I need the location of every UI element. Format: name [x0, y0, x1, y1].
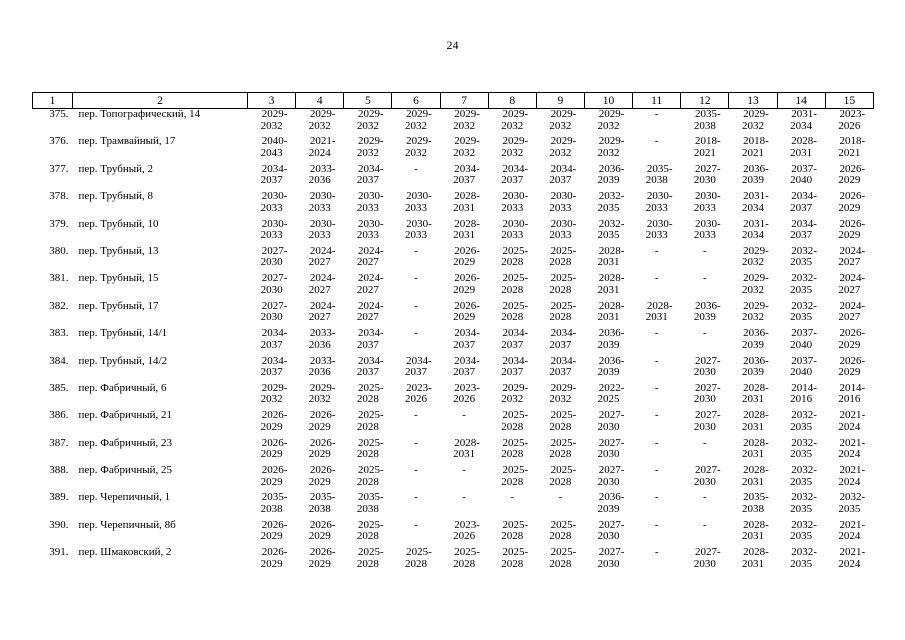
- year-range-cell: 2027- 2030: [260, 244, 288, 269]
- year-range-cell: 2029- 2032: [308, 381, 336, 406]
- table-row: [33, 109, 874, 137]
- column-header-10: 10: [584, 93, 632, 109]
- table-row: [33, 410, 874, 437]
- year-range-cell: 2025- 2028: [501, 299, 529, 324]
- year-range-cell: 2027- 2030: [597, 464, 625, 488]
- year-range-cell: 2028- 2031: [741, 464, 769, 488]
- year-range-cell: 2025- 2028: [549, 518, 577, 543]
- year-range-cell: 2028- 2031: [453, 217, 480, 242]
- year-range-cell: -: [703, 491, 707, 504]
- year-range-cell: 2035- 2038: [693, 108, 721, 132]
- column-header-7: 7: [440, 93, 488, 109]
- year-range-cell: 2032- 2035: [790, 491, 817, 515]
- year-range-cell: 2026- 2029: [838, 190, 866, 214]
- year-range-cell: 2027- 2030: [693, 546, 721, 570]
- table-row: [33, 356, 874, 383]
- year-range-cell: 2026- 2029: [308, 518, 336, 543]
- year-range-cell: 2024- 2027: [356, 299, 384, 324]
- year-range-cell: 2034- 2037: [501, 162, 529, 187]
- year-range-cell: 2029- 2032: [549, 108, 577, 132]
- row-number: 385.: [49, 381, 69, 394]
- year-range-cell: 2034- 2037: [356, 327, 384, 351]
- table-row: [33, 328, 874, 355]
- address-name: пер. Трубный, 17: [78, 299, 159, 312]
- year-range-cell: 2026- 2029: [838, 162, 866, 187]
- year-range-cell: -: [414, 244, 418, 257]
- year-range-cell: 2033- 2036: [308, 162, 336, 187]
- year-range-cell: 2034- 2037: [790, 217, 817, 242]
- year-range-cell: -: [654, 244, 659, 257]
- year-range-cell: 2021- 2024: [838, 546, 866, 570]
- year-range-cell: -: [462, 409, 466, 422]
- year-range-cell: 2032- 2035: [790, 546, 817, 570]
- year-range-cell: 2027- 2030: [597, 518, 625, 543]
- year-range-cell: 2034- 2037: [453, 162, 480, 187]
- year-range-cell: 2023- 2026: [404, 381, 432, 406]
- row-number: 375.: [49, 108, 69, 120]
- table-row: [33, 136, 874, 163]
- year-range-cell: -: [654, 464, 659, 477]
- year-range-cell: 2030- 2033: [549, 217, 577, 242]
- year-range-cell: -: [510, 491, 515, 504]
- address-name: пер. Трубный, 13: [78, 244, 159, 257]
- year-range-cell: 2026- 2029: [260, 409, 288, 433]
- table-row: [33, 191, 874, 218]
- year-range-cell: 2034- 2037: [549, 354, 577, 379]
- year-range-cell: 2014- 2016: [790, 381, 817, 406]
- year-range-cell: 2032- 2035: [790, 518, 817, 543]
- year-range-cell: 2024- 2027: [308, 299, 336, 324]
- year-range-cell: 2030- 2033: [404, 190, 432, 214]
- year-range-cell: 2029- 2032: [597, 108, 625, 132]
- year-range-cell: 2026- 2029: [838, 217, 866, 242]
- year-range-cell: 2030- 2033: [260, 217, 288, 242]
- table-row: [33, 164, 874, 191]
- year-range-cell: 2036- 2039: [597, 491, 625, 515]
- year-range-cell: 2025- 2028: [549, 546, 577, 570]
- year-range-cell: 2023- 2026: [453, 381, 480, 406]
- year-range-cell: 2025- 2028: [549, 436, 577, 461]
- year-range-cell: 2034- 2037: [260, 162, 288, 187]
- address-name: пер. Фабричный, 21: [78, 409, 173, 422]
- year-range-cell: 2033- 2036: [308, 354, 336, 379]
- year-range-cell: 2029- 2032: [453, 108, 480, 132]
- year-range-cell: 2035- 2038: [260, 491, 288, 515]
- year-range-cell: 2027- 2030: [597, 546, 625, 570]
- year-range-cell: 2035- 2038: [645, 162, 673, 187]
- year-range-cell: 2037- 2040: [790, 354, 817, 379]
- year-range-cell: 2028- 2031: [741, 436, 769, 461]
- year-range-cell: 2025- 2028: [501, 409, 529, 433]
- year-range-cell: -: [703, 327, 707, 340]
- year-range-cell: -: [654, 546, 659, 559]
- year-range-cell: -: [654, 354, 659, 367]
- table-row: [33, 273, 874, 300]
- address-name: пер. Топографический, 14: [78, 108, 201, 120]
- year-range-cell: 2025- 2028: [501, 464, 529, 488]
- year-range-cell: 2025- 2028: [501, 272, 529, 296]
- year-range-cell: 2027- 2030: [597, 436, 625, 461]
- year-range-cell: -: [414, 464, 418, 477]
- year-range-cell: 2025- 2028: [356, 409, 384, 433]
- year-range-cell: 2036- 2039: [741, 162, 769, 187]
- year-range-cell: 2024- 2027: [308, 272, 336, 296]
- column-header-9: 9: [536, 93, 584, 109]
- table-row: [33, 547, 874, 574]
- year-range-cell: 2027- 2030: [260, 272, 288, 296]
- year-range-cell: 2032- 2035: [790, 244, 817, 269]
- table-row: [33, 383, 874, 410]
- year-range-cell: 2030- 2033: [501, 217, 529, 242]
- year-range-cell: 2026- 2029: [838, 354, 866, 379]
- year-range-cell: 2024- 2027: [356, 272, 384, 296]
- row-number: 391.: [49, 546, 69, 559]
- year-range-cell: 2034- 2037: [356, 354, 384, 379]
- year-range-cell: 2025- 2028: [356, 436, 384, 461]
- year-range-cell: 2029- 2032: [501, 381, 529, 406]
- year-range-cell: 2034- 2037: [260, 354, 288, 379]
- year-range-cell: -: [654, 518, 659, 531]
- year-range-cell: 2026- 2029: [260, 464, 288, 488]
- year-range-cell: -: [703, 518, 707, 531]
- year-range-cell: 2023- 2026: [838, 108, 866, 132]
- year-range-cell: 2014- 2016: [838, 381, 866, 406]
- year-range-cell: 2021- 2024: [308, 135, 336, 159]
- year-range-cell: 2031- 2034: [741, 217, 769, 242]
- year-range-cell: 2029- 2032: [741, 244, 769, 269]
- year-range-cell: 2034- 2037: [549, 327, 577, 351]
- year-range-cell: -: [414, 491, 418, 504]
- column-header-3: 3: [248, 93, 296, 109]
- year-range-cell: 2030- 2033: [356, 217, 384, 242]
- address-name: пер. Трубный, 2: [78, 162, 154, 175]
- year-range-cell: 2028- 2031: [741, 381, 769, 406]
- year-range-cell: 2029- 2032: [260, 108, 288, 132]
- column-header-2: 2: [73, 93, 248, 109]
- year-range-cell: 2028- 2031: [790, 135, 817, 159]
- year-range-cell: -: [703, 244, 707, 257]
- year-range-cell: 2032- 2035: [838, 491, 866, 515]
- year-range-cell: 2032- 2035: [597, 190, 625, 214]
- column-header-14: 14: [777, 93, 825, 109]
- year-range-cell: 2034- 2037: [790, 190, 817, 214]
- year-range-cell: 2029- 2032: [741, 108, 769, 132]
- year-range-cell: 2027- 2030: [693, 464, 721, 488]
- year-range-cell: 2024- 2027: [838, 299, 866, 324]
- row-number: 383.: [49, 327, 69, 340]
- year-range-cell: 2030- 2033: [308, 217, 336, 242]
- year-range-cell: 2024- 2027: [356, 244, 384, 269]
- year-range-cell: -: [414, 162, 418, 175]
- row-number: 390.: [49, 518, 69, 531]
- column-header-12: 12: [681, 93, 729, 109]
- row-number: 381.: [49, 272, 69, 285]
- year-range-cell: 2030- 2033: [645, 190, 673, 214]
- year-range-cell: 2034- 2037: [453, 354, 480, 379]
- year-range-cell: 2029- 2032: [501, 135, 529, 159]
- year-range-cell: 2026- 2029: [308, 546, 336, 570]
- page-number: 24: [446, 38, 459, 52]
- row-number: 388.: [49, 464, 69, 477]
- address-name: пер. Трамвайный, 17: [78, 135, 176, 148]
- year-range-cell: 2023- 2026: [453, 518, 480, 543]
- year-range-cell: 2029- 2032: [741, 272, 769, 296]
- year-range-cell: -: [414, 436, 418, 449]
- year-range-cell: 2034- 2037: [453, 327, 480, 351]
- year-range-cell: 2025- 2028: [501, 546, 529, 570]
- year-range-cell: 2036- 2039: [597, 162, 625, 187]
- year-range-cell: 2027- 2030: [260, 299, 288, 324]
- year-range-cell: 2035- 2038: [308, 491, 336, 515]
- year-range-cell: 2029- 2032: [741, 299, 769, 324]
- year-range-cell: 2034- 2037: [356, 162, 384, 187]
- year-range-cell: 2025- 2028: [501, 518, 529, 543]
- year-range-cell: 2026- 2029: [260, 436, 288, 461]
- year-range-cell: 2028- 2031: [597, 244, 625, 269]
- year-range-cell: -: [654, 272, 659, 285]
- year-range-cell: 2021- 2024: [838, 436, 866, 461]
- address-name: пер. Трубный, 14/1: [78, 327, 168, 340]
- year-range-cell: 2026- 2029: [308, 464, 336, 488]
- year-range-cell: 2032- 2035: [790, 409, 817, 433]
- column-header-5: 5: [344, 93, 392, 109]
- year-range-cell: 2026- 2029: [453, 272, 480, 296]
- year-range-cell: 2021- 2024: [838, 518, 866, 543]
- year-range-cell: 2018- 2021: [693, 135, 721, 159]
- year-range-cell: 2018- 2021: [741, 135, 769, 159]
- row-number: 384.: [49, 354, 69, 367]
- column-header-1: 1: [33, 93, 73, 109]
- year-range-cell: 2026- 2029: [260, 546, 288, 570]
- year-range-cell: 2029- 2032: [549, 135, 577, 159]
- year-range-cell: 2035- 2038: [741, 491, 769, 515]
- year-range-cell: 2032- 2035: [790, 299, 817, 324]
- year-range-cell: 2025- 2028: [549, 244, 577, 269]
- year-range-cell: -: [414, 518, 418, 531]
- year-range-cell: 2036- 2039: [693, 299, 721, 324]
- row-number: 377.: [49, 162, 69, 175]
- column-header-8: 8: [488, 93, 536, 109]
- year-range-cell: -: [462, 464, 466, 477]
- year-range-cell: 2036- 2039: [597, 354, 625, 379]
- address-name: пер. Трубный, 10: [78, 217, 159, 230]
- address-name: пер. Трубный, 8: [78, 190, 154, 203]
- year-range-cell: 2025- 2028: [549, 299, 577, 324]
- year-range-cell: 2029- 2032: [404, 108, 432, 132]
- year-range-cell: -: [414, 327, 418, 340]
- year-range-cell: 2029- 2032: [356, 108, 384, 132]
- year-range-cell: 2040- 2043: [260, 135, 288, 159]
- row-number: 376.: [49, 135, 69, 148]
- year-range-cell: 2032- 2035: [597, 217, 625, 242]
- year-range-cell: 2028- 2031: [645, 299, 673, 324]
- address-name: пер. Шмаковский, 2: [78, 546, 172, 559]
- year-range-cell: 2018- 2021: [838, 135, 866, 159]
- year-range-cell: 2037- 2040: [790, 162, 817, 187]
- table-body: [33, 109, 874, 575]
- year-range-cell: 2031- 2034: [741, 190, 769, 214]
- year-range-cell: -: [462, 491, 466, 504]
- year-range-cell: -: [654, 135, 659, 148]
- year-range-cell: 2028- 2031: [597, 299, 625, 324]
- year-range-cell: -: [414, 272, 418, 285]
- year-range-cell: 2028- 2031: [741, 546, 769, 570]
- year-range-cell: 2028- 2031: [453, 436, 480, 461]
- year-range-cell: 2034- 2037: [549, 162, 577, 187]
- year-range-cell: 2026- 2029: [308, 436, 336, 461]
- table-row: [33, 246, 874, 273]
- year-range-cell: 2029- 2032: [308, 108, 336, 132]
- row-number: 379.: [49, 217, 69, 230]
- year-range-cell: 2025- 2028: [501, 244, 529, 269]
- year-range-cell: 2036- 2039: [597, 327, 625, 351]
- year-range-cell: 2030- 2033: [501, 190, 529, 214]
- address-name: пер. Фабричный, 6: [78, 381, 167, 394]
- year-range-cell: 2029- 2032: [597, 135, 625, 159]
- table-row: [33, 492, 874, 519]
- year-range-cell: 2036- 2039: [741, 327, 769, 351]
- column-header-15: 15: [825, 93, 873, 109]
- year-range-cell: 2030- 2033: [356, 190, 384, 214]
- year-range-cell: 2025- 2028: [356, 464, 384, 488]
- year-range-cell: 2029- 2032: [356, 135, 384, 159]
- year-range-cell: -: [414, 409, 418, 422]
- year-range-cell: 2027- 2030: [693, 354, 721, 379]
- year-range-cell: 2031- 2034: [790, 108, 817, 132]
- year-range-cell: 2028- 2031: [597, 272, 625, 296]
- year-range-cell: 2027- 2030: [693, 381, 721, 406]
- year-range-cell: 2026- 2029: [260, 518, 288, 543]
- year-range-cell: 2030- 2033: [404, 217, 432, 242]
- year-range-cell: 2034- 2037: [404, 354, 432, 379]
- row-number: 389.: [49, 491, 69, 504]
- year-range-cell: 2025- 2028: [404, 546, 432, 570]
- year-range-cell: 2025- 2028: [549, 464, 577, 488]
- year-range-cell: 2032- 2035: [790, 464, 817, 488]
- table-row: [33, 301, 874, 328]
- year-range-cell: 2034- 2037: [260, 327, 288, 351]
- year-range-cell: -: [414, 299, 418, 312]
- row-number: 380.: [49, 244, 69, 257]
- year-range-cell: 2025- 2028: [549, 409, 577, 433]
- year-range-cell: 2024- 2027: [838, 244, 866, 269]
- year-range-cell: 2029- 2032: [501, 108, 529, 132]
- year-range-cell: 2036- 2039: [741, 354, 769, 379]
- year-range-cell: 2030- 2033: [645, 217, 673, 242]
- year-range-cell: 2026- 2029: [453, 299, 480, 324]
- year-range-cell: 2028- 2031: [741, 409, 769, 433]
- year-range-cell: 2025- 2028: [356, 518, 384, 543]
- table-row: [33, 465, 874, 492]
- column-header-6: 6: [392, 93, 440, 109]
- year-range-cell: 2028- 2031: [741, 518, 769, 543]
- year-range-cell: 2025- 2028: [501, 436, 529, 461]
- year-range-cell: 2025- 2028: [356, 381, 384, 406]
- year-range-cell: 2030- 2033: [693, 217, 721, 242]
- year-range-cell: 2027- 2030: [693, 409, 721, 433]
- year-range-cell: 2028- 2031: [453, 190, 480, 214]
- year-range-cell: 2029- 2032: [453, 135, 480, 159]
- address-name: пер. Черепичный, 1: [78, 491, 171, 504]
- column-header-13: 13: [729, 93, 777, 109]
- address-name: пер. Трубный, 14/2: [78, 354, 168, 367]
- row-number: 382.: [49, 299, 69, 312]
- year-range-cell: 2027- 2030: [693, 162, 721, 187]
- year-range-cell: -: [558, 491, 563, 504]
- year-range-cell: 2035- 2038: [356, 491, 384, 515]
- year-range-cell: -: [654, 491, 659, 504]
- year-range-cell: 2027- 2030: [597, 409, 625, 433]
- year-range-cell: -: [654, 381, 659, 394]
- year-range-cell: 2030- 2033: [693, 190, 721, 214]
- year-range-cell: 2037- 2040: [790, 327, 817, 351]
- year-range-cell: 2032- 2035: [790, 436, 817, 461]
- year-range-cell: -: [703, 272, 707, 285]
- year-range-cell: 2029- 2032: [404, 135, 432, 159]
- year-range-cell: 2024- 2027: [838, 272, 866, 296]
- year-range-cell: 2025- 2028: [453, 546, 480, 570]
- year-range-cell: -: [654, 108, 659, 120]
- year-range-cell: -: [654, 436, 659, 449]
- year-range-cell: 2034- 2037: [501, 354, 529, 379]
- year-range-cell: -: [703, 436, 707, 449]
- year-range-cell: 2026- 2029: [838, 327, 866, 351]
- year-range-cell: 2034- 2037: [501, 327, 529, 351]
- year-range-cell: -: [654, 409, 659, 422]
- address-name: пер. Черепичный, 8б: [78, 518, 176, 531]
- year-range-cell: 2026- 2029: [308, 409, 336, 433]
- schedule-table: [32, 92, 874, 575]
- year-range-cell: 2026- 2029: [453, 244, 480, 269]
- year-range-cell: 2029- 2032: [549, 381, 577, 406]
- address-name: пер. Фабричный, 23: [78, 436, 173, 449]
- year-range-cell: 2025- 2028: [356, 546, 384, 570]
- year-range-cell: 2021- 2024: [838, 464, 866, 488]
- column-header-11: 11: [633, 93, 681, 109]
- year-range-cell: 2021- 2024: [838, 409, 866, 433]
- year-range-cell: 2030- 2033: [549, 190, 577, 214]
- year-range-cell: 2033- 2036: [308, 327, 336, 351]
- table-row: [33, 219, 874, 246]
- year-range-cell: 2030- 2033: [308, 190, 336, 214]
- table-row: [33, 438, 874, 465]
- year-range-cell: 2025- 2028: [549, 272, 577, 296]
- year-range-cell: -: [654, 327, 659, 340]
- year-range-cell: 2030- 2033: [260, 190, 288, 214]
- table-header-row: [33, 93, 874, 109]
- column-header-4: 4: [296, 93, 344, 109]
- year-range-cell: 2032- 2035: [790, 272, 817, 296]
- row-number: 386.: [49, 409, 69, 422]
- table-row: [33, 520, 874, 547]
- year-range-cell: 2029- 2032: [260, 381, 288, 406]
- year-range-cell: 2022- 2025: [597, 381, 625, 406]
- address-name: пер. Трубный, 15: [78, 272, 159, 285]
- row-number: 378.: [49, 190, 69, 203]
- row-number: 387.: [49, 436, 69, 449]
- address-name: пер. Фабричный, 25: [78, 464, 173, 477]
- year-range-cell: 2024- 2027: [308, 244, 336, 269]
